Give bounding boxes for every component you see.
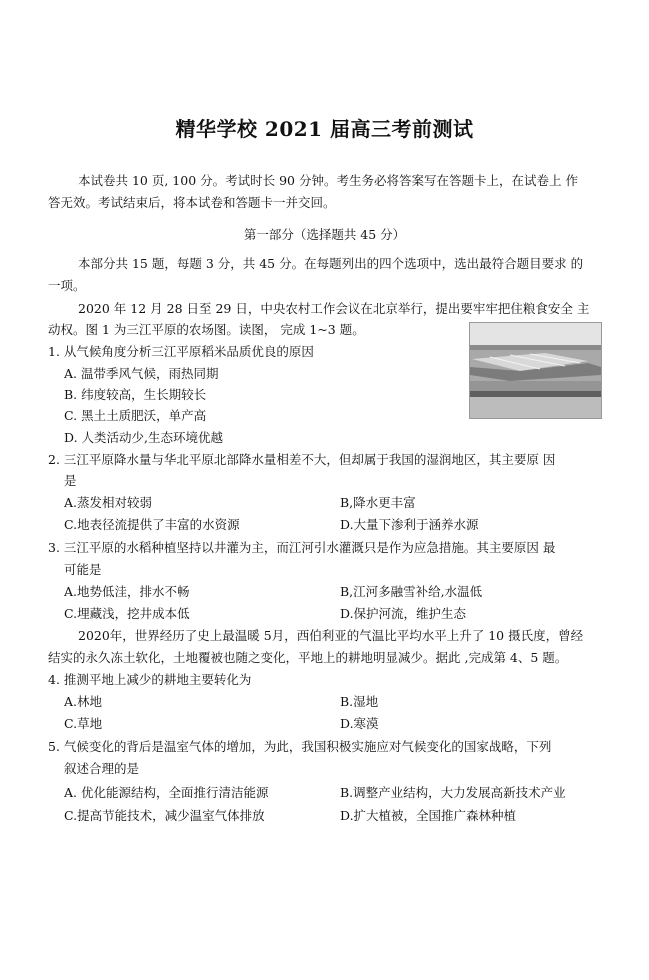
- q1-option-b: B. 纬度较高，生长期较长: [64, 387, 207, 402]
- q2-option-a: A.蒸发相对较弱: [64, 495, 153, 510]
- q1-option-d: D. 人类活动少,生态环境优越: [64, 430, 223, 445]
- q2-stem-line-2: 是: [64, 473, 77, 488]
- exam-title: 精华学校 2021 届高三考前测试: [175, 117, 474, 141]
- q1-option-c: C. 黑土土质肥沃，单产高: [64, 408, 207, 423]
- q1-stem: 1. 从气候角度分析三江平原稻米品质优良的原因: [48, 344, 314, 359]
- q2-option-b: B,降水更丰富: [340, 495, 416, 510]
- q5-option-b: B.调整产业结构，大力发展高新技术产业: [340, 785, 566, 800]
- q3-option-b: B,江河多融雪补给,水温低: [340, 584, 483, 599]
- q4-option-a: A.林地: [64, 694, 103, 709]
- q4-option-c: C.草地: [64, 716, 103, 731]
- q2-stem-line-1: 2. 三江平原降水量与华北平原北部降水量相差不大，但却属于我国的湿润地区，其主要原 因: [48, 452, 556, 467]
- q3-stem-line-1: 3. 三江平原的水稻种植坚持以井灌为主，而江河引水灌溉只是作为应急措施。其主要原因 最: [48, 540, 556, 555]
- q2-option-d: D.大量下渗利于涵养水源: [340, 517, 479, 532]
- section-desc-line-2: 一项。: [48, 278, 86, 293]
- q5-option-c: C.提高节能技术，减少温室气体排放: [64, 808, 265, 823]
- q5-stem-line-2: 叙述合理的是: [64, 761, 140, 776]
- q3-option-d: D.保护河流，维护生态: [340, 606, 467, 621]
- q5-stem-line-1: 5. 气候变化的背后是温室气体的增加，为此，我国积极实施应对气候变化的国家战略，下列: [48, 739, 552, 754]
- farm-photo: [469, 322, 602, 419]
- q5-option-a: A. 优化能源结构，全面推行清洁能源: [64, 785, 269, 800]
- q3-option-c: C.埋藏浅，挖井成本低: [64, 606, 190, 621]
- section-title: 第一部分（选择题共 45 分）: [243, 227, 406, 242]
- passage1-line-1: 2020 年 12 月 28 日至 29 日，中央农村工作会议在北京举行，提出要牢牢把住粮食安全 主: [78, 301, 590, 316]
- q5-option-d: D.扩大植被，全国推广森林种植: [340, 808, 517, 823]
- section-desc-line-1: 本部分共 15 题，每题 3 分，共 45 分。在每题列出的四个选项中，选出最符合题目要求 的: [78, 256, 584, 271]
- intro-line-2: 答无效。考试结束后，将本试卷和答题卡一并交回。: [48, 195, 336, 210]
- q2-option-c: C.地表径流提供了丰富的水资源: [64, 517, 240, 532]
- q4-stem: 4. 推测平地上减少的耕地主要转化为: [48, 672, 252, 687]
- passage1-line-2: 动权。图 1 为三江平原的农场图。读图， 完成 1~3 题。: [48, 322, 365, 337]
- q4-option-b: B.湿地: [340, 694, 379, 709]
- farm-photo-image: [470, 323, 601, 418]
- q3-option-a: A.地势低洼，排水不畅: [64, 584, 190, 599]
- intro-line-1: 本试卷共 10 页, 100 分。考试时长 90 分钟。考生务必将答案写在答题卡上，在试卷上 作: [78, 173, 578, 188]
- q1-option-a: A. 温带季风气候，雨热同期: [64, 366, 219, 381]
- passage2-line-2: 结实的永久冻土软化，土地覆被也随之变化，平地上的耕地明显减少。据此 ,完成第 4、5 题。: [48, 650, 568, 665]
- passage2-line-1: 2020年，世界经历了史上最温暖 5月，西伯利亚的气温比平均水平上升了 10 摄氏度，曾经: [78, 628, 584, 643]
- q3-stem-line-2: 可能是: [64, 562, 102, 577]
- q4-option-d: D.寒漠: [340, 716, 379, 731]
